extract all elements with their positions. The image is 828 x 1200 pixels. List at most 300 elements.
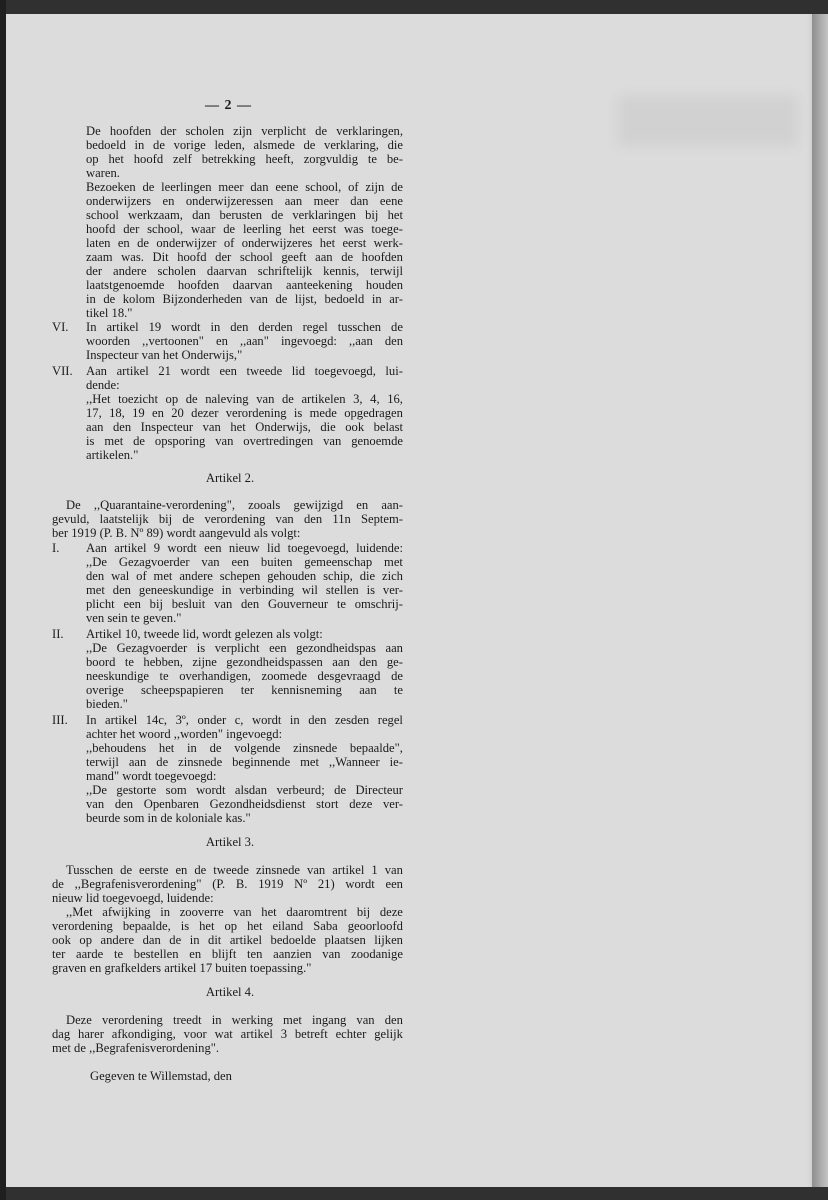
word: geoorloofd	[347, 919, 403, 933]
word: 19	[132, 406, 145, 420]
item-number: VI.	[52, 320, 69, 334]
text-line	[86, 556, 403, 570]
word: de	[103, 292, 116, 306]
word: deze	[379, 905, 403, 919]
word: 9	[153, 541, 161, 555]
word: besluit	[171, 597, 206, 611]
item-number: II.	[52, 627, 64, 641]
word: der	[160, 124, 177, 138]
word: tweede	[246, 364, 283, 378]
word: gezondheidspassen	[226, 655, 323, 669]
word: daarvan	[232, 278, 273, 292]
word: de	[271, 208, 284, 222]
word: is	[180, 919, 190, 933]
word: zooals	[248, 498, 281, 512]
word: eene	[379, 194, 403, 208]
word: hoofd	[177, 250, 207, 264]
word: gezondheidspas	[296, 641, 376, 655]
word: de	[334, 783, 347, 797]
word: c,	[234, 713, 244, 727]
item-number: III.	[52, 713, 68, 727]
word: aan-	[381, 498, 403, 512]
word: den	[112, 420, 132, 434]
word: lid	[266, 541, 281, 555]
word: de	[182, 512, 195, 526]
word: schriftelijk	[257, 264, 313, 278]
word: lijst,	[294, 292, 317, 306]
word: de	[275, 292, 288, 306]
word: woorden	[86, 334, 131, 348]
word: de	[391, 180, 403, 194]
text-line	[86, 335, 403, 349]
word: en	[117, 236, 130, 250]
word: 16,	[387, 392, 403, 406]
text-line	[66, 864, 403, 878]
word: in	[160, 905, 171, 919]
word: laatstgenoemde	[86, 278, 165, 292]
word: met	[86, 583, 105, 597]
word: ,,De	[86, 641, 107, 655]
word: toege-	[371, 222, 403, 236]
word: regel	[377, 713, 403, 727]
word: verordening	[101, 1013, 163, 1027]
word: overige	[86, 683, 124, 697]
word: van	[214, 597, 233, 611]
word: bedoeld	[324, 292, 365, 306]
word: een	[231, 555, 249, 569]
word: lijken	[374, 933, 403, 947]
word: op	[86, 152, 99, 166]
word: zijn	[233, 124, 253, 138]
word: daarvan	[206, 264, 247, 278]
word: volgende	[234, 741, 281, 755]
word: der	[86, 264, 103, 278]
word: en	[189, 947, 202, 961]
word: harer	[78, 1027, 104, 1041]
word: De	[66, 498, 81, 512]
word: derden	[258, 320, 293, 334]
word: lui-	[385, 364, 403, 378]
word: der	[215, 250, 232, 264]
text-line: nieuw lid toegevoegd, luidende:	[52, 891, 214, 905]
word: (P.	[212, 877, 226, 891]
word: ver-	[382, 583, 403, 597]
text-line	[86, 365, 403, 379]
word: het	[230, 420, 246, 434]
word: een	[204, 541, 222, 555]
text-line	[86, 570, 403, 584]
word: en	[216, 334, 228, 348]
word: onderwijzeres	[241, 236, 313, 250]
word: berusten	[219, 208, 263, 222]
word: te	[367, 152, 377, 166]
text-line	[86, 209, 403, 223]
word: artikel	[332, 863, 365, 877]
word: aarde	[76, 947, 104, 961]
word: wordt	[345, 877, 375, 891]
word: van	[384, 863, 403, 877]
word: andere	[113, 264, 147, 278]
word: de	[169, 933, 182, 947]
word: laatstelijk	[99, 512, 149, 526]
word: school	[239, 250, 273, 264]
section-heading: Artikel 3.	[205, 835, 255, 849]
word: met	[153, 569, 173, 583]
word: daaromtrent	[286, 905, 348, 919]
word: artikel	[106, 320, 139, 334]
word: hoofden	[177, 278, 220, 292]
word: ook	[345, 420, 365, 434]
word: het	[108, 152, 124, 166]
word: 19	[148, 320, 162, 334]
word: dan	[350, 194, 369, 208]
word: ingevoegd:	[280, 334, 337, 348]
text-line: ven sein te geven."	[86, 611, 182, 625]
word: Deze	[66, 1013, 92, 1027]
word: Nº	[294, 877, 308, 891]
text-line: Artikel 10, tweede lid, wordt gelezen als volgt:	[86, 627, 323, 641]
word: zinsnede	[255, 863, 300, 877]
word: opgedragen	[344, 406, 403, 420]
word: te	[159, 669, 169, 683]
word: die	[387, 138, 403, 152]
word: het	[319, 236, 336, 250]
word: is	[366, 583, 376, 597]
item-number: I.	[52, 541, 60, 555]
word: bij	[365, 208, 379, 222]
word: en	[175, 863, 188, 877]
word: en	[356, 498, 369, 512]
word: zoomede	[261, 669, 307, 683]
word: Onderwijs,	[255, 420, 311, 434]
word: de	[391, 320, 403, 334]
word: ,,De	[86, 783, 107, 797]
word: hoofden	[361, 250, 403, 264]
word: of	[348, 180, 359, 194]
word: ,,De	[86, 555, 107, 569]
word: ,,aan	[348, 334, 373, 348]
word: of	[136, 569, 147, 583]
word: scholen	[185, 124, 225, 138]
word: van	[249, 292, 268, 306]
word: ,,Met	[66, 905, 93, 919]
word: buiten	[260, 555, 293, 569]
text-line	[86, 321, 403, 335]
word: den	[112, 583, 131, 597]
word: bij	[356, 905, 371, 919]
word: in	[210, 320, 221, 334]
word: In	[86, 713, 97, 727]
word: leerling	[242, 222, 282, 236]
text-line: waren.	[86, 166, 120, 180]
word: van	[201, 555, 220, 569]
word: Dit	[152, 250, 169, 264]
word: Directeur	[355, 783, 403, 797]
word: be-	[386, 152, 403, 166]
text-line	[86, 656, 403, 670]
word: die	[320, 420, 336, 434]
word: onderwijzer	[156, 236, 217, 250]
word: van	[322, 947, 341, 961]
word: in	[289, 713, 300, 727]
text-line	[86, 181, 403, 195]
word: de	[156, 755, 169, 769]
text-line: beurde som in de koloniale kas."	[86, 811, 251, 825]
word: een	[123, 597, 141, 611]
word: wordt	[171, 320, 201, 334]
word: toezicht	[118, 392, 158, 406]
word: desgevraagd	[317, 669, 381, 683]
word: laten	[86, 236, 111, 250]
word: van	[233, 905, 252, 919]
text-line	[52, 513, 403, 527]
word: met	[384, 555, 403, 569]
word: stort	[316, 797, 339, 811]
text-line	[86, 598, 403, 612]
word: te	[113, 947, 124, 961]
word: ,,Het	[86, 392, 111, 406]
word: eerst	[342, 236, 367, 250]
word: ,,Quarantaine-verordening",	[93, 498, 235, 512]
word: ook	[52, 933, 71, 947]
word: artikel	[240, 1027, 273, 1041]
word: 1919	[258, 877, 284, 891]
word: op	[165, 392, 179, 406]
text-line	[86, 714, 403, 728]
text-line	[86, 421, 403, 435]
word: werking	[231, 1013, 273, 1027]
word: is	[86, 434, 95, 448]
word: artikelen	[301, 392, 346, 406]
word: in	[371, 292, 382, 306]
text-line	[86, 798, 403, 812]
word: aan	[359, 683, 377, 697]
word: belast	[373, 420, 403, 434]
word: scholen	[157, 264, 196, 278]
word: som	[165, 783, 187, 797]
word: overtredingen	[243, 434, 314, 448]
word: bij	[158, 512, 173, 526]
word: Aan	[86, 541, 107, 555]
word: aanzien	[273, 947, 312, 961]
text-line	[86, 237, 403, 251]
word: beginnende	[232, 755, 291, 769]
word: ie-	[389, 755, 403, 769]
text-line	[66, 1014, 403, 1028]
text-line	[86, 756, 403, 770]
word: schepen	[219, 569, 261, 583]
word: den	[359, 655, 378, 669]
text-line	[66, 906, 403, 920]
word: verordening	[52, 919, 113, 933]
word: het	[289, 222, 305, 236]
word: de	[142, 180, 155, 194]
word: bepaalde,	[122, 919, 171, 933]
text-line	[86, 125, 403, 139]
word: Saba	[313, 919, 338, 933]
word: dit	[208, 933, 222, 947]
word: of	[223, 236, 235, 250]
word: met	[104, 434, 124, 448]
word: in	[221, 583, 232, 597]
word: treedt	[172, 1013, 202, 1027]
word: verbinding	[239, 583, 294, 597]
word: Gezagvoerder	[116, 641, 188, 655]
word: In	[86, 320, 97, 334]
word: B.	[235, 877, 248, 891]
word: het	[158, 741, 175, 755]
word: genoemde	[351, 434, 403, 448]
word: op	[224, 919, 238, 933]
word: Aan	[86, 364, 107, 378]
word: luidende:	[356, 541, 403, 555]
text-line: mand" wordt toegevoegd:	[86, 769, 217, 783]
word: leerlingen	[161, 180, 212, 194]
word: op	[79, 933, 92, 947]
text-line	[86, 742, 403, 756]
word: zinsnede	[178, 755, 223, 769]
word: onderwijzers	[86, 194, 152, 208]
word: het	[261, 905, 277, 919]
word: de	[120, 863, 133, 877]
word: de	[209, 741, 222, 755]
text-line	[86, 293, 403, 307]
text-line	[86, 435, 403, 449]
word: verbeurd;	[276, 783, 325, 797]
word: blijft	[211, 947, 237, 961]
word: ge-	[386, 655, 403, 669]
word: ,,vertoonen"	[142, 334, 204, 348]
word: scheepspapieren	[141, 683, 224, 697]
text-line	[52, 934, 403, 948]
word: werkzaam,	[128, 208, 183, 222]
word: kolom	[122, 292, 155, 306]
word: in	[86, 292, 96, 306]
word: dag	[52, 1027, 71, 1041]
word: dan	[192, 208, 211, 222]
word: betreft	[294, 1027, 328, 1041]
word: in	[134, 138, 145, 152]
word: terwijl	[86, 755, 119, 769]
word: de	[194, 863, 207, 877]
word: een	[269, 641, 287, 655]
word: school	[86, 208, 119, 222]
word: terwijl	[370, 264, 403, 278]
word: aan	[128, 755, 147, 769]
text-line: tikel 18."	[86, 306, 133, 320]
word: die	[359, 569, 376, 583]
text-line: achter het woord ,,worden" ingevoegd:	[86, 727, 283, 741]
text-line	[86, 642, 403, 656]
word: bestellen	[133, 947, 179, 961]
text-line	[52, 878, 403, 892]
word: aan	[86, 420, 104, 434]
word: hoofden	[109, 124, 152, 138]
word: wordt	[167, 541, 197, 555]
word: den	[384, 1013, 403, 1027]
word: de	[133, 434, 145, 448]
word: hebben,	[143, 655, 183, 669]
word: het	[387, 208, 403, 222]
word: artikel	[114, 541, 147, 555]
word: wordt	[196, 783, 226, 797]
word: de	[153, 138, 165, 152]
word: ,,Begrafenisverordening"	[74, 877, 202, 891]
text-line	[86, 542, 403, 556]
word: ,,aan"	[239, 334, 269, 348]
text-line	[86, 153, 403, 167]
word: overhandigen,	[179, 669, 251, 683]
word: aan	[284, 194, 303, 208]
word: werk-	[373, 236, 403, 250]
text-line: ber 1919 (P. B. Nº 89) wordt aangevuld als volgt:	[52, 526, 301, 540]
word: ter	[240, 683, 255, 697]
text-line	[86, 223, 403, 237]
word: vorige	[173, 138, 206, 152]
word: de	[223, 222, 236, 236]
word: de	[315, 124, 328, 138]
word: was	[344, 222, 364, 236]
word: zesden	[334, 713, 370, 727]
word: mede	[309, 406, 337, 420]
word: artikel	[229, 933, 262, 947]
word: school,	[147, 222, 184, 236]
word: een	[385, 877, 403, 891]
text-line	[52, 1028, 403, 1042]
word: andere	[179, 569, 213, 583]
word: zoodanige	[351, 947, 403, 961]
word: hoofd	[133, 152, 164, 166]
word: boord	[86, 655, 116, 669]
word: regel	[302, 320, 328, 334]
word: tweede	[213, 863, 249, 877]
word: de	[52, 877, 64, 891]
word: 3,	[353, 392, 363, 406]
word: deze	[349, 797, 373, 811]
word: 14c,	[145, 713, 168, 727]
text-line: Inspecteur van het Onderwijs,"	[86, 348, 243, 362]
word: opsporing	[154, 434, 206, 448]
word: artikel	[105, 713, 138, 727]
word: met	[300, 755, 320, 769]
item-number: VII.	[52, 364, 73, 378]
word: van	[86, 797, 105, 811]
word: alsdan	[234, 783, 268, 797]
word: verordening	[204, 512, 266, 526]
word: verklaring,	[324, 138, 379, 152]
word: te	[124, 655, 134, 669]
word: Septem-	[361, 512, 403, 526]
word: aan	[315, 250, 333, 264]
word: van	[323, 434, 342, 448]
word: tusschen	[337, 320, 382, 334]
word: Inspecteur	[140, 420, 194, 434]
word: in	[189, 933, 200, 947]
word: omschrij-	[354, 597, 403, 611]
text-line: bieden."	[86, 697, 128, 711]
text-line	[66, 499, 403, 513]
page-number: — 2 —	[205, 98, 252, 113]
word: is	[293, 406, 303, 420]
word: te	[393, 683, 403, 697]
word: wordt	[180, 364, 210, 378]
word: gevuld,	[52, 512, 90, 526]
word: ar-	[389, 292, 403, 306]
text-line	[86, 265, 403, 279]
word: den	[308, 713, 327, 727]
word: aan	[332, 655, 350, 669]
word: andere	[100, 933, 135, 947]
